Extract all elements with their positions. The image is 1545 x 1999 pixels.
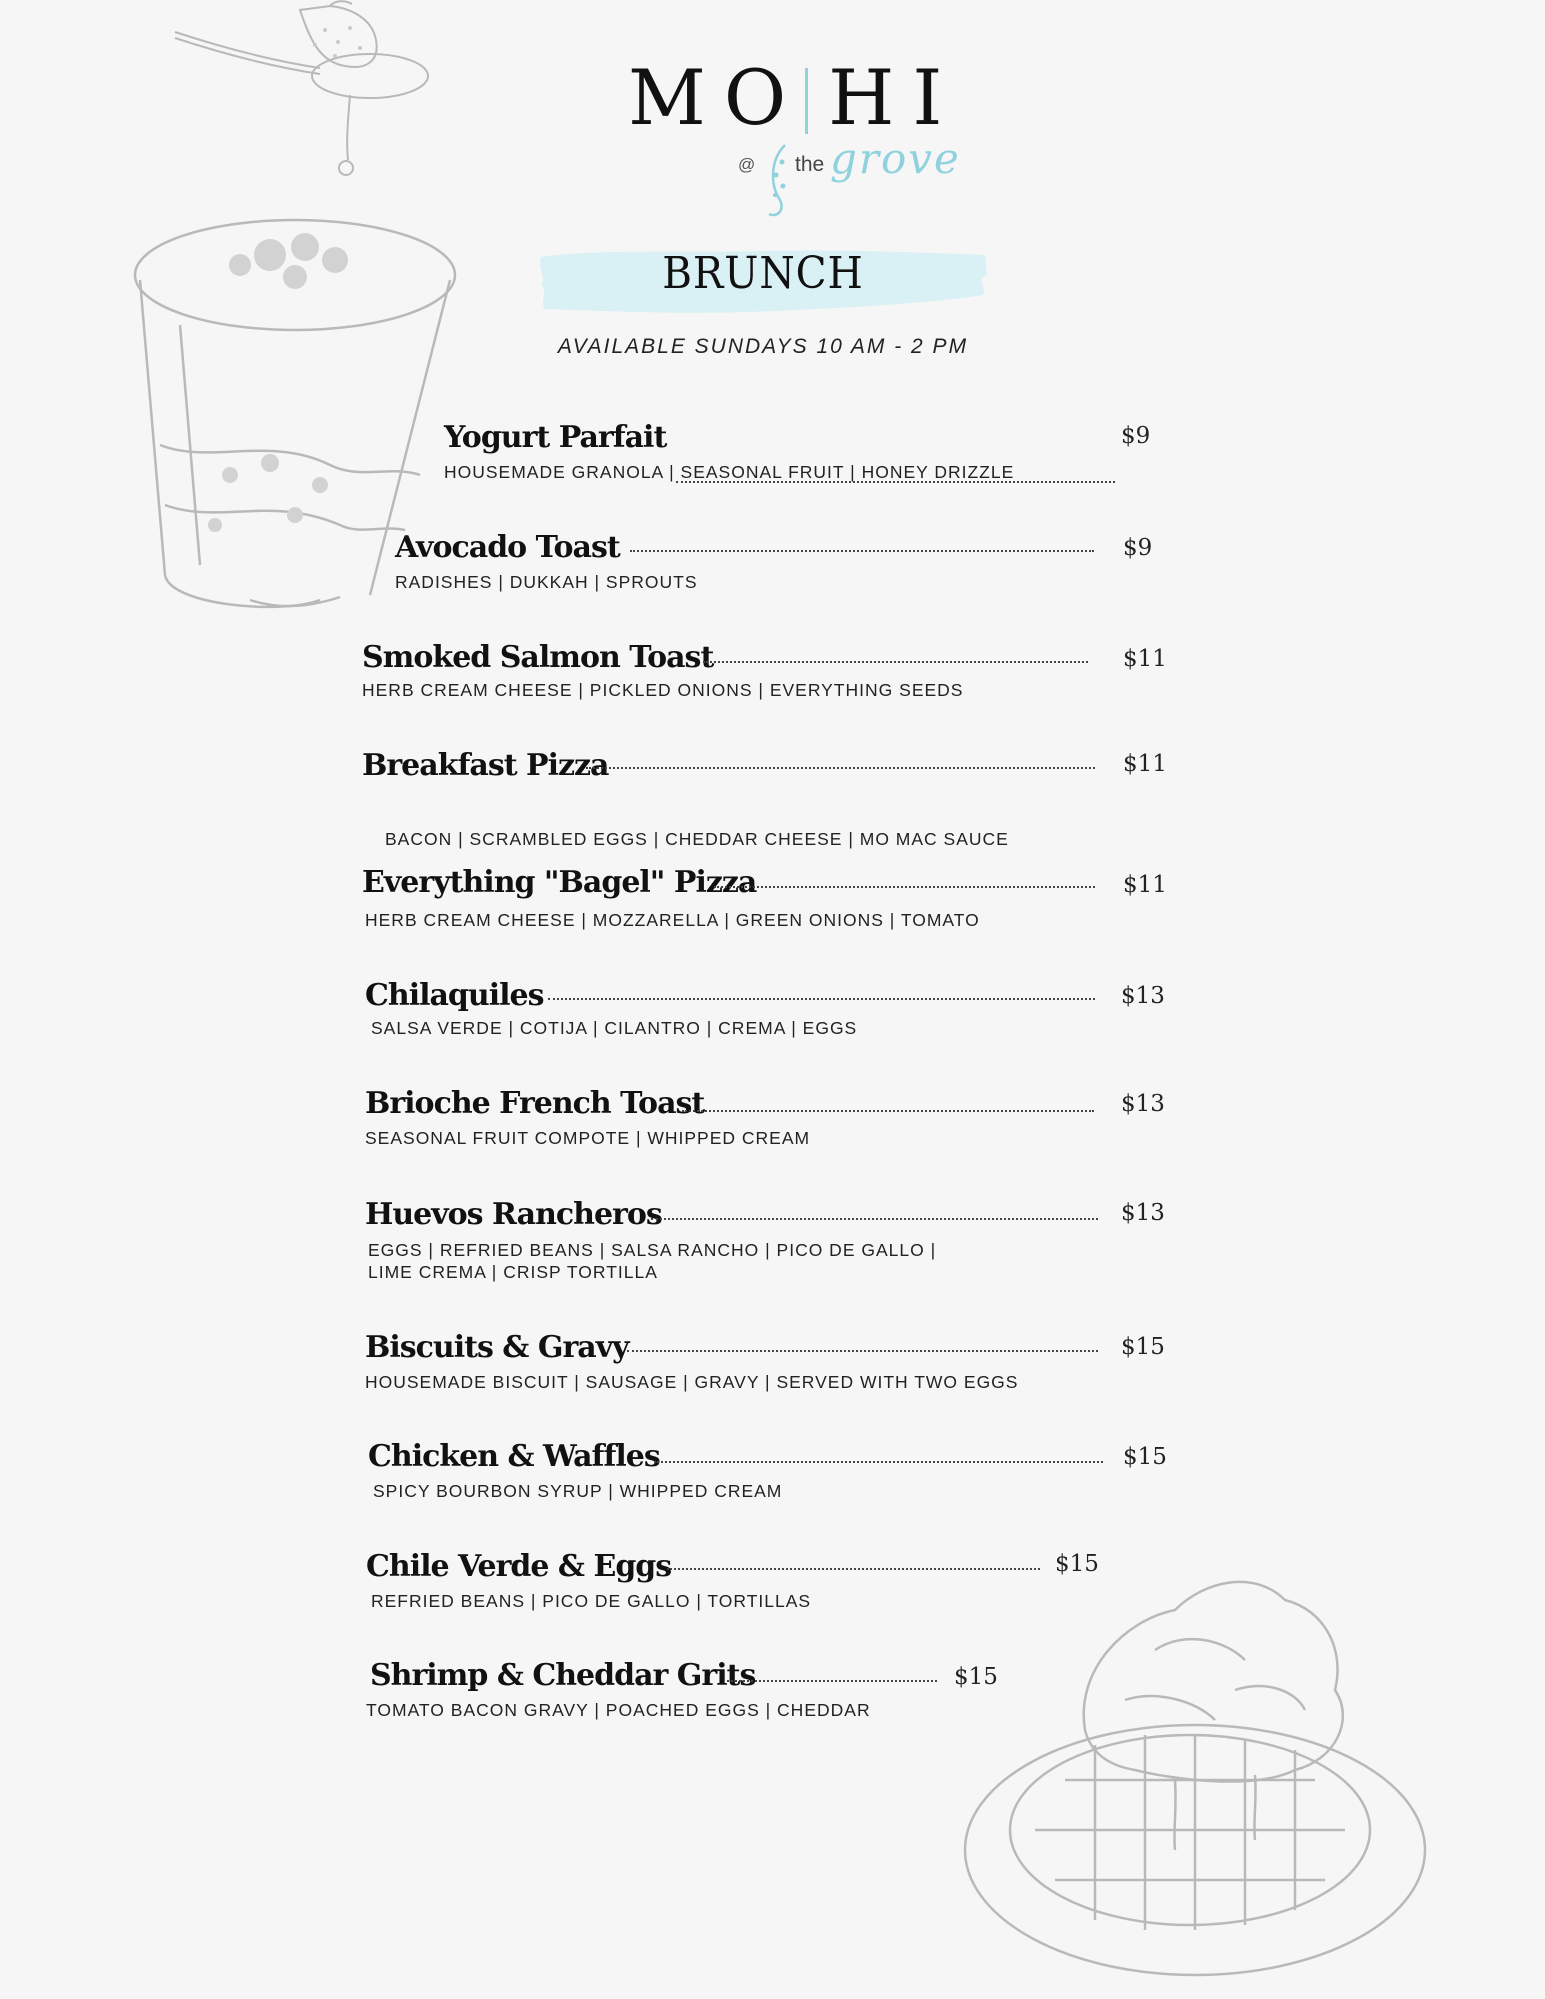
- item-price: $13: [1121, 1200, 1165, 1226]
- item-description: EGGS | REFRIED BEANS | SALSA RANCHO | PICO DE GALLO |: [368, 1240, 937, 1260]
- item-name: Biscuits & Gravy: [365, 1330, 629, 1365]
- item-name: Huevos Rancheros: [365, 1197, 662, 1232]
- item-description: HOUSEMADE BISCUIT | SAUSAGE | GRAVY | SERVED WITH TWO EGGS: [365, 1372, 1019, 1392]
- item-description-continued: LIME CREMA | CRISP TORTILLA: [368, 1262, 658, 1282]
- price-leader: [727, 1680, 937, 1682]
- price-leader: [627, 1350, 1098, 1352]
- item-name: Brioche French Toast: [365, 1086, 705, 1121]
- item-description: RADISHES | DUKKAH | SPROUTS: [395, 572, 698, 592]
- price-leader: [654, 1461, 1103, 1463]
- item-name: Everything "Bagel" Pizza: [362, 865, 757, 900]
- item-price: $11: [1123, 646, 1167, 672]
- item-description: SPICY BOURBON SYRUP | WHIPPED CREAM: [373, 1481, 783, 1501]
- item-name: Smoked Salmon Toast: [362, 640, 714, 675]
- item-price: $11: [1123, 751, 1167, 777]
- brand-name-right: HI: [828, 53, 961, 142]
- item-name: Chilaquiles: [365, 978, 544, 1013]
- price-leader: [714, 886, 1095, 888]
- item-description: TOMATO BACON GRAVY | POACHED EGGS | CHEDDAR: [366, 1700, 871, 1720]
- price-leader: [586, 767, 1095, 769]
- item-description: HOUSEMADE GRANOLA | SEASONAL FRUIT | HONEY DRIZZLE: [444, 462, 1015, 482]
- item-price: $9: [1121, 423, 1151, 449]
- item-name: Breakfast Pizza: [362, 748, 609, 783]
- chicken-waffles-illustration: [955, 1530, 1455, 1999]
- item-description: REFRIED BEANS | PICO DE GALLO | TORTILLAS: [371, 1591, 812, 1611]
- brand-name-left: MO: [628, 53, 805, 142]
- item-description: SALSA VERDE | COTIJA | CILANTRO | CREMA | EGGS: [371, 1018, 858, 1038]
- item-price: $15: [954, 1664, 998, 1690]
- logo-divider: [805, 68, 808, 134]
- brand-at: @: [738, 155, 756, 174]
- page-title: BRUNCH: [662, 248, 864, 299]
- item-price: $15: [1121, 1334, 1165, 1360]
- item-description: BACON | SCRAMBLED EGGS | CHEDDAR CHEESE | MO MAC SAUCE: [385, 829, 1009, 849]
- item-price: $9: [1123, 535, 1153, 561]
- availability-note: AVAILABLE SUNDAYS 10 AM - 2 PM: [557, 335, 969, 358]
- item-description: HERB CREAM CHEESE | PICKLED ONIONS | EVERYTHING SEEDS: [362, 680, 964, 700]
- item-name: Avocado Toast: [395, 530, 620, 565]
- brand-the: the: [795, 153, 825, 176]
- item-description: SEASONAL FRUIT COMPOTE | WHIPPED CREAM: [365, 1128, 811, 1148]
- price-leader: [630, 550, 1094, 552]
- item-name: Shrimp & Cheddar Grits: [370, 1658, 756, 1693]
- price-leader: [548, 998, 1095, 1000]
- brand-location: grove: [830, 134, 961, 183]
- price-leader: [676, 481, 1115, 483]
- price-leader: [667, 1568, 1040, 1570]
- item-name: Yogurt Parfait: [444, 420, 667, 455]
- brand-logo: [600, 50, 960, 220]
- item-description: HERB CREAM CHEESE | MOZZARELLA | GREEN ONIONS | TOMATO: [365, 910, 980, 930]
- price-leader: [682, 1110, 1094, 1112]
- item-price: $15: [1123, 1444, 1167, 1470]
- spoon-strawberry-illustration: [170, 0, 460, 185]
- item-price: $15: [1055, 1551, 1099, 1577]
- item-name: Chicken & Waffles: [368, 1439, 660, 1474]
- price-leader: [703, 661, 1088, 663]
- item-price: $11: [1123, 872, 1167, 898]
- item-name: Chile Verde & Eggs: [366, 1549, 672, 1584]
- flourish-icon: [765, 140, 795, 220]
- item-price: $13: [1121, 1091, 1165, 1117]
- item-price: $13: [1121, 983, 1165, 1009]
- price-leader: [651, 1218, 1098, 1220]
